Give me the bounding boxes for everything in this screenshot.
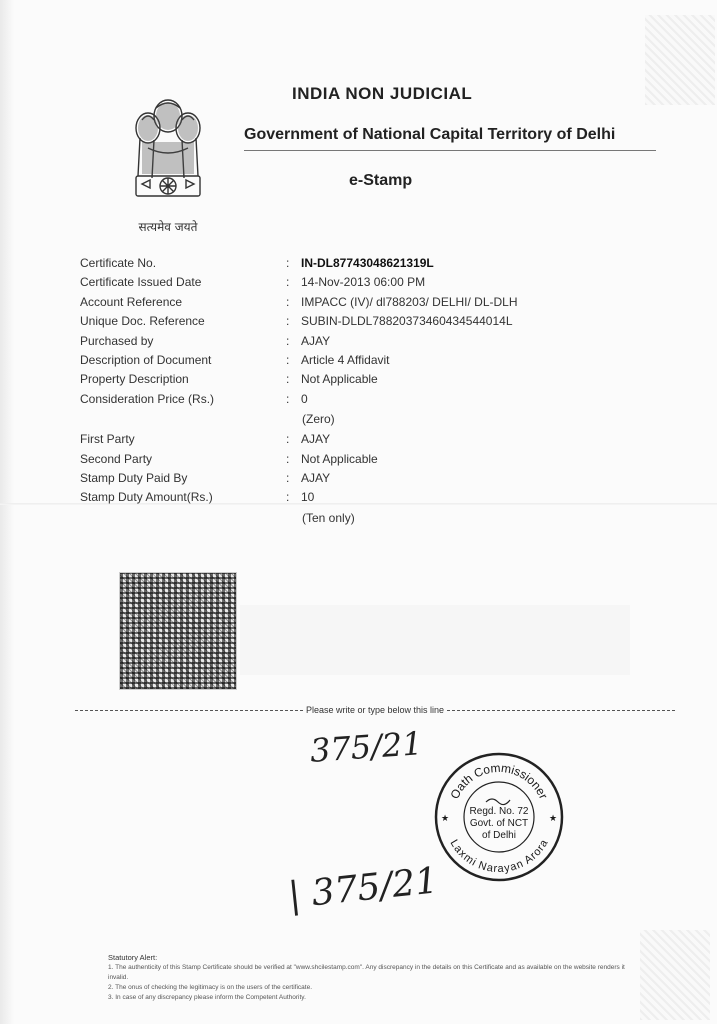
detail-row <box>80 430 600 449</box>
detail-row <box>80 254 600 273</box>
separator: : <box>286 256 290 270</box>
write-below-divider <box>75 703 675 717</box>
seal-top-arc: Oath Commissioner <box>447 760 551 802</box>
seal-line-3: of Delhi <box>482 830 516 841</box>
second-party-value: Not Applicable <box>301 451 378 466</box>
seal-line-1: Regd. No. 72 <box>469 806 529 817</box>
signature-stroke-icon <box>486 799 510 805</box>
duty-paid-by-value: AJAY <box>301 470 331 485</box>
oath-commissioner-seal <box>432 750 566 884</box>
detail-label: Stamp Duty Amount(Rs.) <box>80 490 213 505</box>
duty-amount-value: 10 <box>301 490 315 505</box>
handwritten-note-bottom: | 375/21 <box>286 860 440 917</box>
detail-row <box>80 293 600 312</box>
statutory-alert-item: 3. In case of any discrepancy please inform the Competent Authority. <box>108 994 306 1001</box>
handwritten-note-top: 375/21 <box>308 724 424 770</box>
detail-label: Second Party <box>80 451 153 466</box>
detail-row <box>80 488 600 507</box>
detail-label: First Party <box>80 432 135 447</box>
detail-label: Certificate No. <box>80 256 157 270</box>
issued-date-value: 14-Nov-2013 06:00 PM <box>301 275 426 290</box>
detail-row <box>80 312 600 331</box>
detail-row <box>80 469 600 488</box>
amount-in-words: (Zero) <box>302 412 335 427</box>
faint-security-band <box>240 605 630 675</box>
detail-row <box>80 273 600 292</box>
property-description-value: Not Applicable <box>301 372 378 387</box>
page-title: INDIA NON JUDICIAL <box>292 84 473 103</box>
document-type: e-Stamp <box>349 172 413 189</box>
corner-security-pattern <box>640 930 710 1020</box>
separator: : <box>286 333 290 348</box>
unique-doc-reference-value: SUBIN-DLDL78820373460434544014L <box>301 314 513 329</box>
detail-label: Unique Doc. Reference <box>80 314 205 329</box>
description-value: Article 4 Affidavit <box>301 352 390 367</box>
seal-star-icon: ★ <box>441 813 450 823</box>
separator: : <box>286 294 290 309</box>
detail-row <box>80 351 600 370</box>
first-party-value: AJAY <box>301 432 331 447</box>
divider-label: Please write or type below this line <box>305 705 445 715</box>
consideration-value: 0 <box>301 391 308 406</box>
statutory-alert-item: 2. The onus of checking the legitimacy is on the users of the certificate. <box>108 984 313 991</box>
certificate-details <box>80 254 600 529</box>
seal-star-icon: ★ <box>549 813 558 823</box>
separator: : <box>286 314 290 329</box>
detail-row <box>80 450 600 469</box>
separator: : <box>286 451 290 466</box>
detail-row <box>80 370 600 389</box>
seal-bottom-arc: Laxmi Narayan Arora <box>447 837 551 876</box>
detail-label: Account Reference <box>80 294 183 309</box>
detail-label: Stamp Duty Paid By <box>80 470 188 485</box>
separator: : <box>286 432 290 447</box>
statutory-alert <box>108 953 628 1003</box>
detail-row <box>80 390 600 409</box>
detail-label: Description of Document <box>80 352 212 367</box>
dashed-line <box>447 710 675 711</box>
amount-in-words: (Ten only) <box>302 510 355 525</box>
page-subtitle: Government of National Capital Territory of Delhi <box>244 126 616 143</box>
detail-label: Consideration Price (Rs.) <box>80 391 215 406</box>
paper-edge-shadow <box>0 0 14 1024</box>
separator: : <box>286 275 290 290</box>
detail-row <box>80 332 600 351</box>
detail-label: Property Description <box>80 372 189 387</box>
separator: : <box>286 352 290 367</box>
separator: : <box>286 372 290 387</box>
account-reference-value: IMPACC (IV)/ dl788203/ DELHI/ DL-DLH <box>301 294 518 309</box>
subtitle-underline <box>244 150 656 151</box>
dashed-line <box>75 710 303 711</box>
separator: : <box>286 470 290 485</box>
seal-line-2: Govt. of NCT <box>469 818 529 829</box>
separator: : <box>286 391 290 406</box>
detail-label: Purchased by <box>80 333 154 348</box>
corner-security-pattern <box>645 15 715 105</box>
separator: : <box>286 490 290 505</box>
emblem-motto: सत्यमेव जयते <box>138 220 198 234</box>
purchased-by-value: AJAY <box>301 333 331 348</box>
statutory-alert-heading: Statutory Alert: <box>108 953 158 962</box>
qr-code-icon <box>119 572 237 690</box>
certificate-number: IN-DL87743048621319L <box>301 256 434 270</box>
detail-label: Certificate Issued Date <box>80 275 202 290</box>
statutory-alert-item: 1. The authenticity of this Stamp Certificate should be verified at "www.shcilestamp.com". Any discrepancy in the details on this Certificate and as available on the website renders it invalid. <box>108 964 625 981</box>
national-emblem-icon <box>118 88 218 238</box>
